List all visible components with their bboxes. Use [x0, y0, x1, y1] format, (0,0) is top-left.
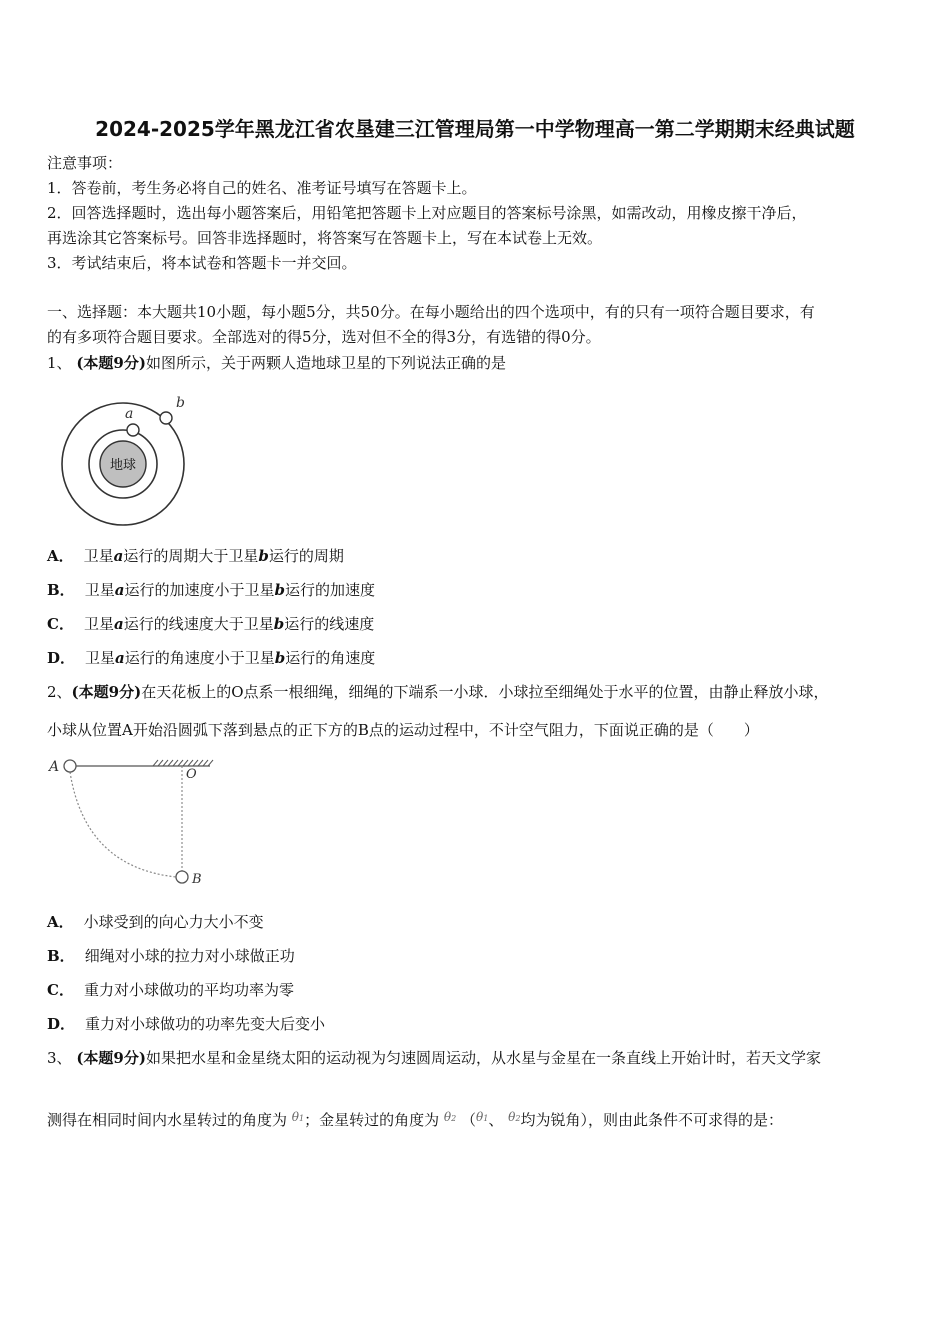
- q2-text-1: 在天花板上的O点系一根细绳，细绳的下端系一小球．小球拉至细绳处于水平的位置，由静止释放小球，: [141, 683, 829, 701]
- q1-option-d: D． 卫星a运行的角速度小于卫星b运行的角速度: [47, 649, 376, 667]
- theta2-symbol-inline: θ2: [508, 1110, 521, 1124]
- q2-option-a: A． 小球受到的向心力大小不变: [47, 913, 264, 931]
- satellite-b-label: b: [176, 395, 185, 411]
- ball-at-a-icon: [64, 760, 76, 772]
- q2-option-d: D． 重力对小球做功的功率先变大后变小: [47, 1015, 326, 1033]
- label-b: B: [192, 872, 202, 887]
- q1-option-c: C． 卫星a运行的线速度大于卫星b运行的线速度: [47, 615, 375, 633]
- earth-label: 地球: [109, 458, 137, 473]
- exam-title: 2024-2025学年黑龙江省农垦建三江管理局第一中学物理高一第二学期期末经典试题: [95, 117, 855, 141]
- q3-text-1: 如果把水星和金星绕太阳的运动视为匀速圆周运动，从水星与金星在一条直线上开始计时，若天文学家: [145, 1049, 821, 1067]
- q2-points: (本题9分): [71, 683, 142, 701]
- label-o: O: [186, 767, 197, 782]
- q2-stem-line2: 小球从位置A开始沿圆弧下落到悬点的正下方的B点的运动过程中，不计空气阻力，下面说正确的是（ ）: [47, 721, 759, 739]
- q1-stem: [47, 352, 506, 373]
- ball-at-b-icon: [176, 871, 188, 883]
- q3-points: (本题9分): [76, 1049, 146, 1067]
- arc-path: [70, 772, 176, 877]
- satellite-a-label: a: [125, 406, 134, 422]
- q2-option-c: C． 重力对小球做功的平均功率为零: [47, 981, 294, 999]
- q3-number: 3、: [47, 1049, 72, 1067]
- notice-item-3: 3．考试结束后，将本试卷和答题卡一并交回。: [47, 254, 357, 272]
- notice-item-2: 2．回答选择题时，选出每小题答案后，用铅笔把答题卡上对应题目的答案标号涂黑，如需改动，用橡皮擦干净后，: [47, 204, 807, 222]
- q1-number: 1、: [47, 354, 72, 372]
- section-instructions-line2: 的有多项符合题目要求。全部选对的得5分，选对但不全的得3分，有选错的得0分。: [47, 328, 601, 346]
- q3-stem-line2: 测得在相同时间内水星转过的角度为 $^{\theta 1}$；金星转过的角度为 $^{\theta 2}$ （$^{\theta 1}$、 $^{\theta 2}$均为锐角），则由此条件不可求得的是：: [47, 1110, 784, 1129]
- q1-points: (本题9分): [76, 354, 146, 372]
- ceiling-hatch: [153, 760, 213, 766]
- theta1-symbol-inline: θ1: [476, 1110, 489, 1124]
- label-a: A: [49, 759, 60, 775]
- q3-stem-line1: [47, 1047, 821, 1068]
- section-instructions-line1: 一、选择题：本大题共10小题，每小题5分，共50分。在每小题给出的四个选项中，有的只有一项符合题目要求，有: [47, 303, 815, 321]
- theta1-symbol: θ1: [291, 1110, 305, 1124]
- satellite-a-icon: [127, 424, 139, 436]
- satellite-orbit-figure: [55, 390, 195, 528]
- q1-text: 如图所示，关于两颗人造地球卫星的下列说法正确的是: [145, 354, 506, 372]
- pendulum-figure: [45, 752, 220, 892]
- notice-item-1: 1．答卷前，考生务必将自己的姓名、准考证号填写在答题卡上。: [47, 179, 477, 197]
- q1-option-a: A． 卫星a运行的周期大于卫星b运行的周期: [47, 547, 344, 565]
- theta2-symbol: θ2: [443, 1110, 457, 1124]
- notice-heading: 注意事项：: [47, 154, 123, 172]
- q2-stem-line1: [47, 681, 829, 702]
- notice-item-2-cont: 再选涂其它答案标号。回答非选择题时，将答案写在答题卡上，写在本试卷上无效。: [47, 229, 603, 247]
- q2-number: 2、: [47, 683, 72, 701]
- q1-option-b: B． 卫星a运行的加速度小于卫星b运行的加速度: [47, 581, 375, 599]
- satellite-b-icon: [160, 412, 172, 424]
- q2-option-b: B． 细绳对小球的拉力对小球做正功: [47, 947, 295, 965]
